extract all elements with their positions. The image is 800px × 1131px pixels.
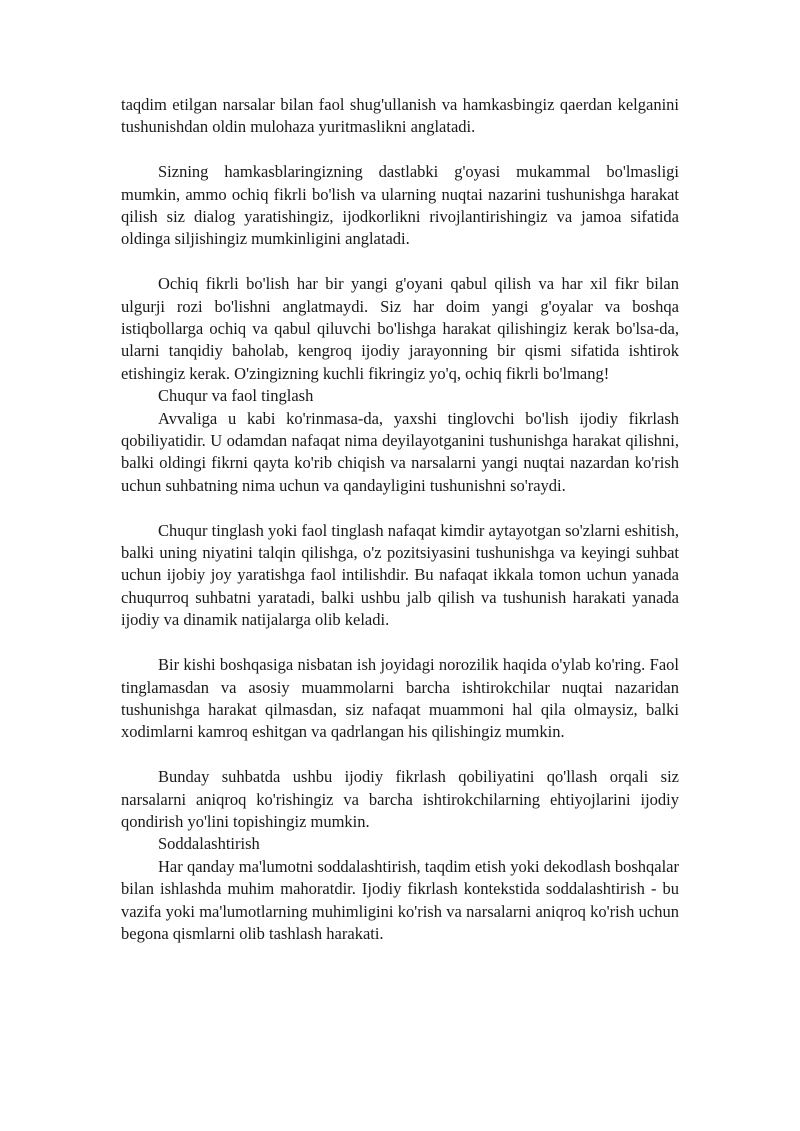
section-heading: Soddalashtirish	[158, 834, 260, 854]
paragraph: Ochiq fikrli bo'lish har bir yangi g'oyani qabul qilish va har xil fikr bilan ulgurji rozi bo'lishni anglatmaydi. Siz har doim yangi g'oyalar va boshqa istiqbollarga ochiq va qabul qiluvchi bo'lishga harakat qilishingiz kerak bo'lsa-da, ularni tanqidiy baholab, kengroq ijodiy jarayonning bir qismi sifatida ishtirok etishingiz kerak. O'zingizning kuchli fikringiz yo'q, ochiq fikrli bo'lmang!	[121, 274, 679, 383]
paragraph: Bunday suhbatda ushbu ijodiy fikrlash qobiliyatini qo'llash orqali siz narsalarni aniqroq ko'rishingiz va barcha ishtirokchilarning ehtiyojlarini ijodiy qondirish yo'lini topishingiz mumkin.	[121, 767, 679, 831]
paragraph: Har qanday ma'lumotni soddalashtirish, taqdim etish yoki dekodlash boshqalar bilan ishlashda muhim mahoratdir. Ijodiy fikrlash kontekstida soddalashtirish - bu vazifa yoki ma'lumotlarning muhimligini ko'rish va narsalarni aniqroq ko'rish uchun begona qismlarni olib tashlash harakati.	[121, 856, 679, 943]
paragraph: taqdim etilgan narsalar bilan faol shug'ullanish va hamkasbingiz qaerdan kelganini tushunishdan oldin mulohaza yuritmaslikni anglatadi.	[121, 95, 679, 137]
paragraph: Chuqur tinglash yoki faol tinglash nafaqat kimdir aytayotgan so'zlarni eshitish, balki uning niyatini talqin qilishga, o'z pozitsiyasini tushunishga va keyingi suhbat uchun ijobiy joy yaratishga faol intilishdir. Bu nafaqat ikkala tomon uchun yanada chuqurroq suhbatni yaratadi, balki ushbu jalb qilish va tushunish harakati yanada ijodiy va dinamik natijalarga olib keladi.	[121, 520, 679, 630]
section-heading: Chuqur va faol tinglash	[158, 386, 314, 406]
paragraph: Avvaliga u kabi ko'rinmasa-da, yaxshi tinglovchi bo'lish ijodiy fikrlash qobiliyatidir. U odamdan nafaqat nima deyilayotganini tushunishga harakat qilishni, balki oldingi fikrni qayta ko'rib chiqish va narsalarni yangi nuqtai nazardan ko'rish uchun suhbatning nima uchun va qandayligini tushunishni so'raydi.	[121, 408, 679, 495]
paragraph: Bir kishi boshqasiga nisbatan ish joyidagi norozilik haqida o'ylab ko'ring. Faol tinglamasdan va asosiy muammolarni barcha ishtirokchilar nuqtai nazaridan tushunishga harakat qilmasdan, siz nafaqat muammoni hal qila olmaysiz, balki xodimlarni kamroq eshitgan va qadrlangan his qilishingiz mumkin.	[121, 655, 679, 742]
paragraph: Sizning hamkasblaringizning dastlabki g'oyasi mukammal bo'lmasligi mumkin, ammo ochiq fikrli bo'lish va ularning nuqtai nazarini tushunishga harakat qilish siz dialog yaratishingiz, ijodkorlikni rivojlantirishingiz va jamoa sifatida oldinga siljishingiz mumkinligini anglatadi.	[121, 162, 679, 249]
document-page	[121, 94, 679, 945]
